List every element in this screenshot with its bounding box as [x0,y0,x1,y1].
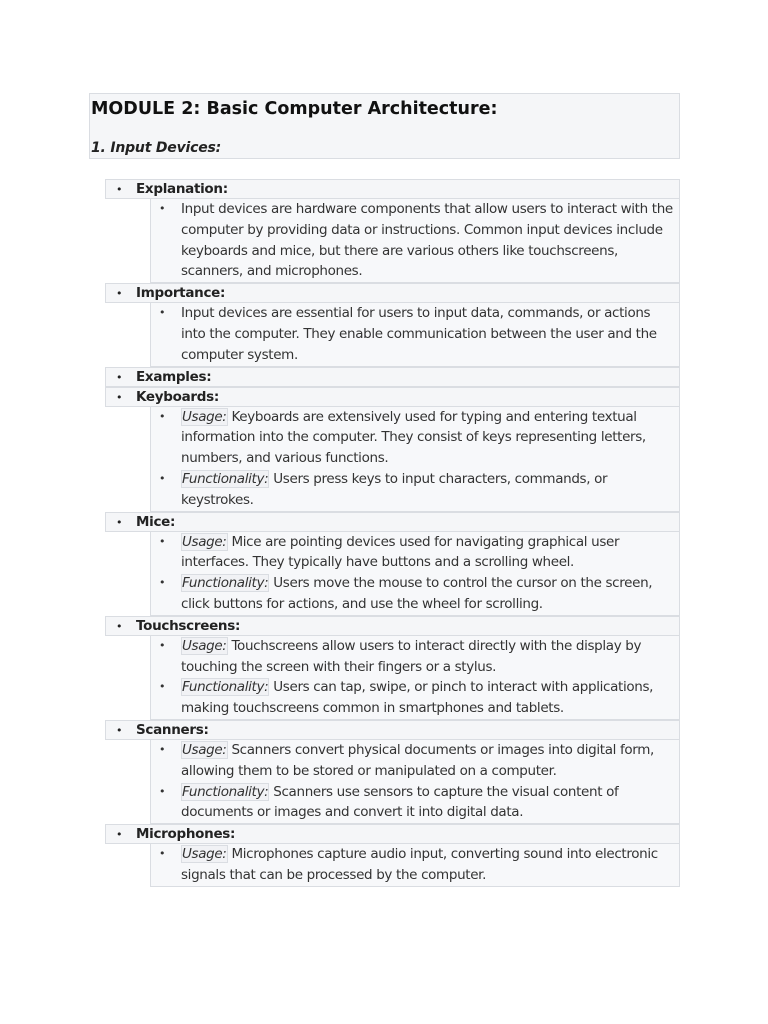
sub-list-item [151,469,679,511]
input-devices-list [105,179,680,887]
sub-list-item [151,199,679,282]
bullet-icon: • [116,828,123,842]
sub-item-text: Touchscreens allow users to interact directly with the display by touching the screen with their fingers or a stylus. [181,637,642,675]
item-heading: Touchscreens: [136,617,241,634]
sub-list [150,407,680,512]
section-title: 1. Input Devices: [91,140,222,156]
document-page [89,93,680,883]
sub-item-label: Usage: [182,741,227,758]
bullet-icon: • [159,680,166,694]
sub-list [150,844,680,887]
sub-item-text: Users press keys to input characters, commands, or keystrokes. [181,470,608,508]
bullet-icon: • [159,202,166,215]
item-heading: Examples: [136,368,212,385]
sub-list-item [151,407,679,469]
bullet-icon: • [159,306,166,320]
list-item-touchscreens [105,616,680,636]
sub-item-label: Functionality: [182,470,269,487]
sub-item-text: Microphones capture audio input, converting sound into electronic signals that can be processed by the computer. [181,846,658,883]
bullet-icon: • [159,471,166,485]
sub-item-label: Usage: [182,637,227,654]
bullet-icon: • [159,534,166,548]
item-heading: Mice: [136,513,176,530]
sub-item-text: Mice are pointing devices used for navigating graphical user interfaces. They typically have buttons and a scrolling wheel. [181,533,620,571]
sub-item-text: Scanners convert physical documents or images into digital form, allowing them to be stored or manipulated on a computer. [181,741,654,779]
list-item-mice [105,512,680,532]
bullet-icon: • [116,619,123,633]
sub-item-label: Usage: [182,846,227,863]
bullet-icon: • [116,183,123,196]
bullet-icon: • [159,847,166,861]
sub-item-text: Input devices are hardware components that allow users to interact with the computer by providing data or instructions. Common input devices include keyboards and mice, but there are various others like touchscreens, scanners, and microphones. [181,201,673,280]
sub-list [150,532,680,616]
sub-list-item [151,740,679,782]
list-item-examples [105,367,680,387]
bullet-icon: • [159,576,166,590]
sub-list-item [151,677,679,719]
item-heading: Importance: [136,285,226,302]
module-title: MODULE 2: Basic Computer Architecture: [91,99,498,119]
item-heading: Keyboards: [136,388,219,405]
sub-list [150,636,680,720]
sub-item-text: Scanners use sensors to capture the visual content of documents or images and convert it into digital data. [181,783,619,821]
bullet-icon: • [116,515,123,529]
bullet-icon: • [159,638,166,652]
list-item-keyboards [105,387,680,407]
bullet-icon: • [116,370,123,384]
list-item-explanation [105,179,680,199]
item-heading: Explanation: [136,181,228,197]
bullet-icon: • [159,409,166,423]
sub-item-label: Functionality: [182,783,269,800]
sub-item-text: Users can tap, swipe, or pinch to interact with applications, making touchscreens common in smartphones and tablets. [181,679,654,717]
sub-item-label: Functionality: [182,575,269,592]
sub-list-item [151,532,679,574]
sub-item-text: Users move the mouse to control the cursor on the screen, click buttons for actions, and use the wheel for scrolling. [181,575,653,612]
sub-list-item [151,303,679,365]
sub-item-text: Input devices are essential for users to input data, commands, or actions into the computer. They enable communication between the user and the computer system. [181,305,657,363]
bullet-icon: • [116,390,123,404]
item-heading: Scanners: [136,721,209,738]
list-item-importance [105,283,680,303]
list-item-microphones [105,824,680,844]
sub-list [150,740,680,824]
sub-list-item [151,636,679,678]
sub-list-item [151,573,679,615]
item-heading: Microphones: [136,826,236,843]
sub-item-text: Keyboards are extensively used for typing and entering textual information into the computer. They consist of keys representing letters, numbers, and various functions. [181,408,646,467]
list-item-scanners [105,720,680,740]
sub-list [150,199,680,283]
bullet-icon: • [116,287,123,301]
bullet-icon: • [116,723,123,737]
sub-list-item [151,782,679,824]
bullet-icon: • [159,784,166,798]
sub-list-item [151,844,679,886]
sub-item-label: Functionality: [182,679,269,696]
sub-list [150,303,680,366]
sub-item-label: Usage: [182,408,227,425]
bullet-icon: • [159,742,166,756]
title-block [89,93,680,159]
sub-item-label: Usage: [182,533,227,550]
